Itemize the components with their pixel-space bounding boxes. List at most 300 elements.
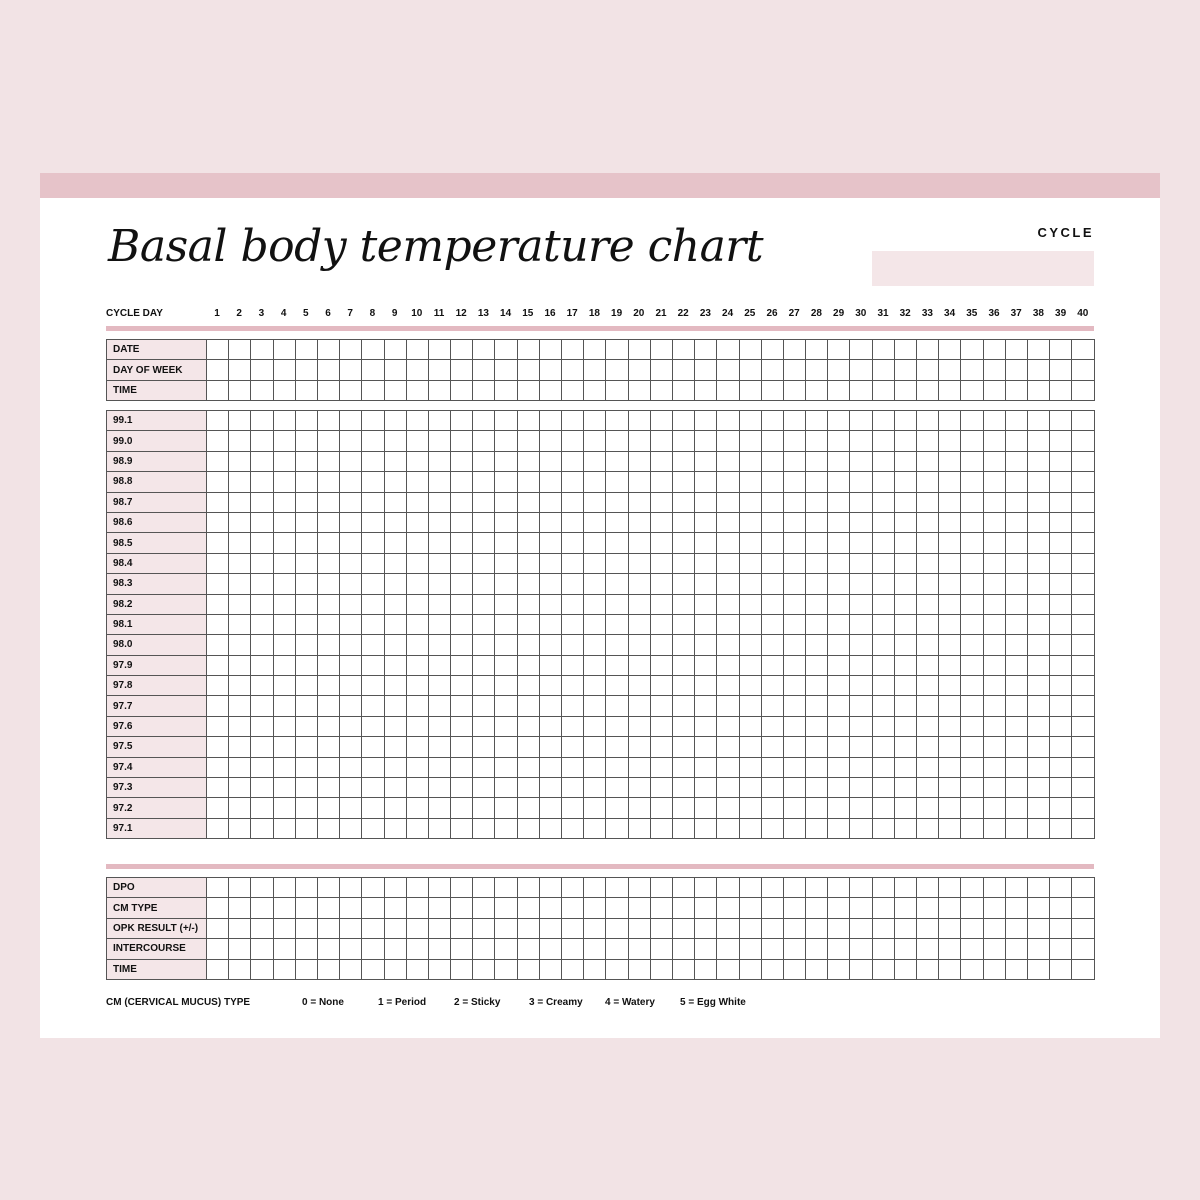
entry-cell[interactable]	[473, 696, 495, 716]
entry-cell[interactable]	[961, 492, 983, 512]
entry-cell[interactable]	[406, 492, 428, 512]
entry-cell[interactable]	[850, 818, 872, 838]
entry-cell[interactable]	[251, 818, 273, 838]
entry-cell[interactable]	[1005, 918, 1027, 938]
entry-cell[interactable]	[451, 533, 473, 553]
entry-cell[interactable]	[695, 492, 717, 512]
entry-cell[interactable]	[672, 492, 694, 512]
entry-cell[interactable]	[672, 411, 694, 431]
entry-cell[interactable]	[983, 918, 1005, 938]
entry-cell[interactable]	[761, 492, 783, 512]
entry-cell[interactable]	[406, 959, 428, 979]
entry-cell[interactable]	[451, 818, 473, 838]
entry-cell[interactable]	[939, 411, 961, 431]
entry-cell[interactable]	[606, 918, 628, 938]
entry-cell[interactable]	[451, 798, 473, 818]
entry-cell[interactable]	[1050, 411, 1072, 431]
entry-cell[interactable]	[695, 451, 717, 471]
entry-cell[interactable]	[650, 492, 672, 512]
entry-cell[interactable]	[473, 411, 495, 431]
entry-cell[interactable]	[761, 676, 783, 696]
entry-cell[interactable]	[406, 451, 428, 471]
entry-cell[interactable]	[517, 533, 539, 553]
entry-cell[interactable]	[539, 533, 561, 553]
entry-cell[interactable]	[517, 380, 539, 400]
entry-cell[interactable]	[1050, 818, 1072, 838]
entry-cell[interactable]	[340, 472, 362, 492]
entry-cell[interactable]	[606, 472, 628, 492]
entry-cell[interactable]	[828, 574, 850, 594]
entry-cell[interactable]	[495, 939, 517, 959]
entry-cell[interactable]	[939, 492, 961, 512]
entry-cell[interactable]	[1005, 614, 1027, 634]
entry-cell[interactable]	[961, 655, 983, 675]
entry-cell[interactable]	[428, 676, 450, 696]
entry-cell[interactable]	[872, 798, 894, 818]
entry-cell[interactable]	[1072, 635, 1094, 655]
entry-cell[interactable]	[739, 757, 761, 777]
entry-cell[interactable]	[1027, 878, 1049, 898]
entry-cell[interactable]	[451, 959, 473, 979]
entry-cell[interactable]	[761, 614, 783, 634]
entry-cell[interactable]	[761, 574, 783, 594]
entry-cell[interactable]	[672, 340, 694, 360]
entry-cell[interactable]	[872, 472, 894, 492]
entry-cell[interactable]	[806, 472, 828, 492]
entry-cell[interactable]	[672, 757, 694, 777]
entry-cell[interactable]	[495, 778, 517, 798]
entry-cell[interactable]	[340, 492, 362, 512]
entry-cell[interactable]	[983, 778, 1005, 798]
entry-cell[interactable]	[562, 472, 584, 492]
entry-cell[interactable]	[939, 360, 961, 380]
entry-cell[interactable]	[1005, 594, 1027, 614]
entry-cell[interactable]	[539, 898, 561, 918]
entry-cell[interactable]	[539, 798, 561, 818]
entry-cell[interactable]	[850, 696, 872, 716]
entry-cell[interactable]	[362, 798, 384, 818]
entry-cell[interactable]	[672, 360, 694, 380]
entry-cell[interactable]	[1005, 635, 1027, 655]
entry-cell[interactable]	[717, 818, 739, 838]
entry-cell[interactable]	[761, 594, 783, 614]
entry-cell[interactable]	[384, 574, 406, 594]
entry-cell[interactable]	[562, 898, 584, 918]
entry-cell[interactable]	[517, 918, 539, 938]
entry-cell[interactable]	[761, 340, 783, 360]
entry-cell[interactable]	[739, 380, 761, 400]
entry-cell[interactable]	[850, 716, 872, 736]
entry-cell[interactable]	[1027, 380, 1049, 400]
entry-cell[interactable]	[362, 431, 384, 451]
entry-cell[interactable]	[806, 676, 828, 696]
entry-cell[interactable]	[584, 757, 606, 777]
entry-cell[interactable]	[983, 340, 1005, 360]
entry-cell[interactable]	[428, 492, 450, 512]
entry-cell[interactable]	[406, 574, 428, 594]
entry-cell[interactable]	[562, 878, 584, 898]
entry-cell[interactable]	[562, 716, 584, 736]
entry-cell[interactable]	[584, 696, 606, 716]
entry-cell[interactable]	[584, 492, 606, 512]
entry-cell[interactable]	[894, 696, 916, 716]
entry-cell[interactable]	[495, 918, 517, 938]
entry-cell[interactable]	[317, 472, 339, 492]
entry-cell[interactable]	[806, 431, 828, 451]
entry-cell[interactable]	[917, 533, 939, 553]
entry-cell[interactable]	[384, 757, 406, 777]
entry-cell[interactable]	[495, 512, 517, 532]
entry-cell[interactable]	[428, 696, 450, 716]
entry-cell[interactable]	[850, 778, 872, 798]
entry-cell[interactable]	[384, 716, 406, 736]
entry-cell[interactable]	[806, 716, 828, 736]
entry-cell[interactable]	[628, 380, 650, 400]
entry-cell[interactable]	[717, 431, 739, 451]
entry-cell[interactable]	[1027, 614, 1049, 634]
entry-cell[interactable]	[939, 716, 961, 736]
entry-cell[interactable]	[806, 553, 828, 573]
entry-cell[interactable]	[628, 757, 650, 777]
entry-cell[interactable]	[983, 696, 1005, 716]
entry-cell[interactable]	[828, 380, 850, 400]
entry-cell[interactable]	[317, 451, 339, 471]
entry-cell[interactable]	[806, 737, 828, 757]
entry-cell[interactable]	[273, 898, 295, 918]
entry-cell[interactable]	[207, 635, 229, 655]
entry-cell[interactable]	[917, 818, 939, 838]
entry-cell[interactable]	[695, 635, 717, 655]
entry-cell[interactable]	[828, 716, 850, 736]
entry-cell[interactable]	[850, 959, 872, 979]
entry-cell[interactable]	[362, 676, 384, 696]
entry-cell[interactable]	[806, 655, 828, 675]
entry-cell[interactable]	[340, 553, 362, 573]
entry-cell[interactable]	[695, 655, 717, 675]
entry-cell[interactable]	[473, 574, 495, 594]
entry-cell[interactable]	[295, 574, 317, 594]
entry-cell[interactable]	[362, 757, 384, 777]
entry-cell[interactable]	[939, 737, 961, 757]
entry-cell[interactable]	[1050, 878, 1072, 898]
entry-cell[interactable]	[229, 360, 251, 380]
entry-cell[interactable]	[1050, 533, 1072, 553]
entry-cell[interactable]	[917, 553, 939, 573]
entry-cell[interactable]	[406, 614, 428, 634]
entry-cell[interactable]	[451, 737, 473, 757]
entry-cell[interactable]	[717, 614, 739, 634]
entry-cell[interactable]	[761, 411, 783, 431]
entry-cell[interactable]	[473, 918, 495, 938]
entry-cell[interactable]	[584, 635, 606, 655]
entry-cell[interactable]	[273, 451, 295, 471]
entry-cell[interactable]	[428, 553, 450, 573]
entry-cell[interactable]	[584, 512, 606, 532]
entry-cell[interactable]	[539, 696, 561, 716]
entry-cell[interactable]	[695, 918, 717, 938]
entry-cell[interactable]	[917, 574, 939, 594]
entry-cell[interactable]	[317, 778, 339, 798]
entry-cell[interactable]	[828, 614, 850, 634]
entry-cell[interactable]	[1050, 553, 1072, 573]
entry-cell[interactable]	[584, 431, 606, 451]
entry-cell[interactable]	[428, 472, 450, 492]
entry-cell[interactable]	[983, 360, 1005, 380]
entry-cell[interactable]	[406, 411, 428, 431]
entry-cell[interactable]	[317, 492, 339, 512]
entry-cell[interactable]	[1027, 340, 1049, 360]
entry-cell[interactable]	[628, 614, 650, 634]
entry-cell[interactable]	[473, 778, 495, 798]
entry-cell[interactable]	[495, 635, 517, 655]
entry-cell[interactable]	[783, 757, 805, 777]
entry-cell[interactable]	[717, 492, 739, 512]
entry-cell[interactable]	[717, 757, 739, 777]
entry-cell[interactable]	[717, 411, 739, 431]
entry-cell[interactable]	[1027, 451, 1049, 471]
entry-cell[interactable]	[340, 594, 362, 614]
entry-cell[interactable]	[451, 574, 473, 594]
entry-cell[interactable]	[917, 939, 939, 959]
entry-cell[interactable]	[1050, 959, 1072, 979]
entry-cell[interactable]	[273, 340, 295, 360]
entry-cell[interactable]	[517, 939, 539, 959]
entry-cell[interactable]	[362, 898, 384, 918]
entry-cell[interactable]	[229, 451, 251, 471]
entry-cell[interactable]	[584, 411, 606, 431]
entry-cell[interactable]	[650, 716, 672, 736]
entry-cell[interactable]	[273, 360, 295, 380]
entry-cell[interactable]	[806, 959, 828, 979]
entry-cell[interactable]	[739, 635, 761, 655]
entry-cell[interactable]	[695, 939, 717, 959]
entry-cell[interactable]	[207, 676, 229, 696]
entry-cell[interactable]	[1050, 696, 1072, 716]
entry-cell[interactable]	[1005, 878, 1027, 898]
entry-cell[interactable]	[406, 818, 428, 838]
entry-cell[interactable]	[1005, 451, 1027, 471]
entry-cell[interactable]	[517, 614, 539, 634]
entry-cell[interactable]	[783, 380, 805, 400]
entry-cell[interactable]	[495, 959, 517, 979]
entry-cell[interactable]	[562, 431, 584, 451]
entry-cell[interactable]	[961, 512, 983, 532]
entry-cell[interactable]	[251, 798, 273, 818]
entry-cell[interactable]	[828, 472, 850, 492]
entry-cell[interactable]	[473, 451, 495, 471]
entry-cell[interactable]	[517, 737, 539, 757]
entry-cell[interactable]	[939, 696, 961, 716]
entry-cell[interactable]	[939, 676, 961, 696]
entry-cell[interactable]	[717, 959, 739, 979]
entry-cell[interactable]	[317, 340, 339, 360]
entry-cell[interactable]	[428, 737, 450, 757]
entry-cell[interactable]	[451, 553, 473, 573]
entry-cell[interactable]	[961, 380, 983, 400]
entry-cell[interactable]	[495, 553, 517, 573]
entry-cell[interactable]	[406, 757, 428, 777]
entry-cell[interactable]	[1005, 512, 1027, 532]
entry-cell[interactable]	[428, 635, 450, 655]
entry-cell[interactable]	[317, 512, 339, 532]
entry-cell[interactable]	[229, 878, 251, 898]
entry-cell[interactable]	[384, 798, 406, 818]
entry-cell[interactable]	[295, 716, 317, 736]
entry-cell[interactable]	[1072, 959, 1094, 979]
entry-cell[interactable]	[739, 676, 761, 696]
entry-cell[interactable]	[428, 939, 450, 959]
entry-cell[interactable]	[1072, 818, 1094, 838]
entry-cell[interactable]	[850, 380, 872, 400]
entry-cell[interactable]	[983, 818, 1005, 838]
entry-cell[interactable]	[717, 696, 739, 716]
entry-cell[interactable]	[562, 380, 584, 400]
entry-cell[interactable]	[251, 472, 273, 492]
entry-cell[interactable]	[406, 939, 428, 959]
entry-cell[interactable]	[939, 512, 961, 532]
entry-cell[interactable]	[983, 492, 1005, 512]
entry-cell[interactable]	[917, 898, 939, 918]
entry-cell[interactable]	[451, 472, 473, 492]
entry-cell[interactable]	[473, 472, 495, 492]
entry-cell[interactable]	[539, 635, 561, 655]
entry-cell[interactable]	[1027, 360, 1049, 380]
entry-cell[interactable]	[628, 939, 650, 959]
entry-cell[interactable]	[628, 635, 650, 655]
entry-cell[interactable]	[428, 512, 450, 532]
entry-cell[interactable]	[428, 898, 450, 918]
entry-cell[interactable]	[207, 939, 229, 959]
entry-cell[interactable]	[451, 380, 473, 400]
entry-cell[interactable]	[672, 594, 694, 614]
entry-cell[interactable]	[384, 635, 406, 655]
entry-cell[interactable]	[317, 898, 339, 918]
entry-cell[interactable]	[917, 798, 939, 818]
entry-cell[interactable]	[695, 959, 717, 979]
entry-cell[interactable]	[717, 737, 739, 757]
entry-cell[interactable]	[850, 918, 872, 938]
entry-cell[interactable]	[695, 696, 717, 716]
entry-cell[interactable]	[961, 798, 983, 818]
entry-cell[interactable]	[207, 380, 229, 400]
entry-cell[interactable]	[406, 360, 428, 380]
entry-cell[interactable]	[917, 360, 939, 380]
entry-cell[interactable]	[539, 594, 561, 614]
entry-cell[interactable]	[695, 553, 717, 573]
entry-cell[interactable]	[606, 878, 628, 898]
entry-cell[interactable]	[939, 818, 961, 838]
entry-cell[interactable]	[562, 696, 584, 716]
entry-cell[interactable]	[961, 614, 983, 634]
entry-cell[interactable]	[451, 696, 473, 716]
entry-cell[interactable]	[340, 451, 362, 471]
entry-cell[interactable]	[273, 959, 295, 979]
entry-cell[interactable]	[1027, 492, 1049, 512]
entry-cell[interactable]	[273, 778, 295, 798]
entry-cell[interactable]	[406, 716, 428, 736]
entry-cell[interactable]	[1027, 574, 1049, 594]
entry-cell[interactable]	[828, 696, 850, 716]
entry-cell[interactable]	[1050, 574, 1072, 594]
entry-cell[interactable]	[872, 411, 894, 431]
entry-cell[interactable]	[806, 380, 828, 400]
entry-cell[interactable]	[1005, 655, 1027, 675]
entry-cell[interactable]	[850, 553, 872, 573]
entry-cell[interactable]	[606, 451, 628, 471]
entry-cell[interactable]	[273, 533, 295, 553]
entry-cell[interactable]	[1050, 340, 1072, 360]
entry-cell[interactable]	[451, 431, 473, 451]
entry-cell[interactable]	[939, 472, 961, 492]
entry-cell[interactable]	[1050, 380, 1072, 400]
entry-cell[interactable]	[894, 939, 916, 959]
entry-cell[interactable]	[961, 553, 983, 573]
entry-cell[interactable]	[1050, 614, 1072, 634]
entry-cell[interactable]	[384, 340, 406, 360]
entry-cell[interactable]	[362, 878, 384, 898]
entry-cell[interactable]	[872, 959, 894, 979]
entry-cell[interactable]	[584, 553, 606, 573]
entry-cell[interactable]	[362, 553, 384, 573]
entry-cell[interactable]	[451, 918, 473, 938]
entry-cell[interactable]	[384, 431, 406, 451]
entry-cell[interactable]	[317, 635, 339, 655]
entry-cell[interactable]	[317, 737, 339, 757]
entry-cell[interactable]	[207, 696, 229, 716]
entry-cell[interactable]	[517, 360, 539, 380]
entry-cell[interactable]	[739, 340, 761, 360]
entry-cell[interactable]	[917, 492, 939, 512]
entry-cell[interactable]	[828, 778, 850, 798]
entry-cell[interactable]	[695, 431, 717, 451]
entry-cell[interactable]	[917, 451, 939, 471]
entry-cell[interactable]	[961, 757, 983, 777]
entry-cell[interactable]	[539, 737, 561, 757]
entry-cell[interactable]	[295, 737, 317, 757]
entry-cell[interactable]	[295, 411, 317, 431]
entry-cell[interactable]	[1050, 798, 1072, 818]
entry-cell[interactable]	[517, 716, 539, 736]
entry-cell[interactable]	[894, 533, 916, 553]
entry-cell[interactable]	[384, 655, 406, 675]
entry-cell[interactable]	[251, 696, 273, 716]
entry-cell[interactable]	[251, 553, 273, 573]
entry-cell[interactable]	[894, 594, 916, 614]
entry-cell[interactable]	[828, 898, 850, 918]
entry-cell[interactable]	[783, 635, 805, 655]
entry-cell[interactable]	[562, 818, 584, 838]
entry-cell[interactable]	[451, 360, 473, 380]
entry-cell[interactable]	[961, 818, 983, 838]
entry-cell[interactable]	[872, 757, 894, 777]
entry-cell[interactable]	[961, 939, 983, 959]
entry-cell[interactable]	[451, 492, 473, 512]
entry-cell[interactable]	[384, 918, 406, 938]
entry-cell[interactable]	[1050, 431, 1072, 451]
entry-cell[interactable]	[894, 492, 916, 512]
entry-cell[interactable]	[917, 778, 939, 798]
entry-cell[interactable]	[517, 635, 539, 655]
entry-cell[interactable]	[562, 553, 584, 573]
entry-cell[interactable]	[672, 918, 694, 938]
entry-cell[interactable]	[384, 898, 406, 918]
entry-cell[interactable]	[739, 614, 761, 634]
entry-cell[interactable]	[650, 798, 672, 818]
entry-cell[interactable]	[650, 737, 672, 757]
entry-cell[interactable]	[1005, 431, 1027, 451]
entry-cell[interactable]	[939, 594, 961, 614]
entry-cell[interactable]	[295, 878, 317, 898]
